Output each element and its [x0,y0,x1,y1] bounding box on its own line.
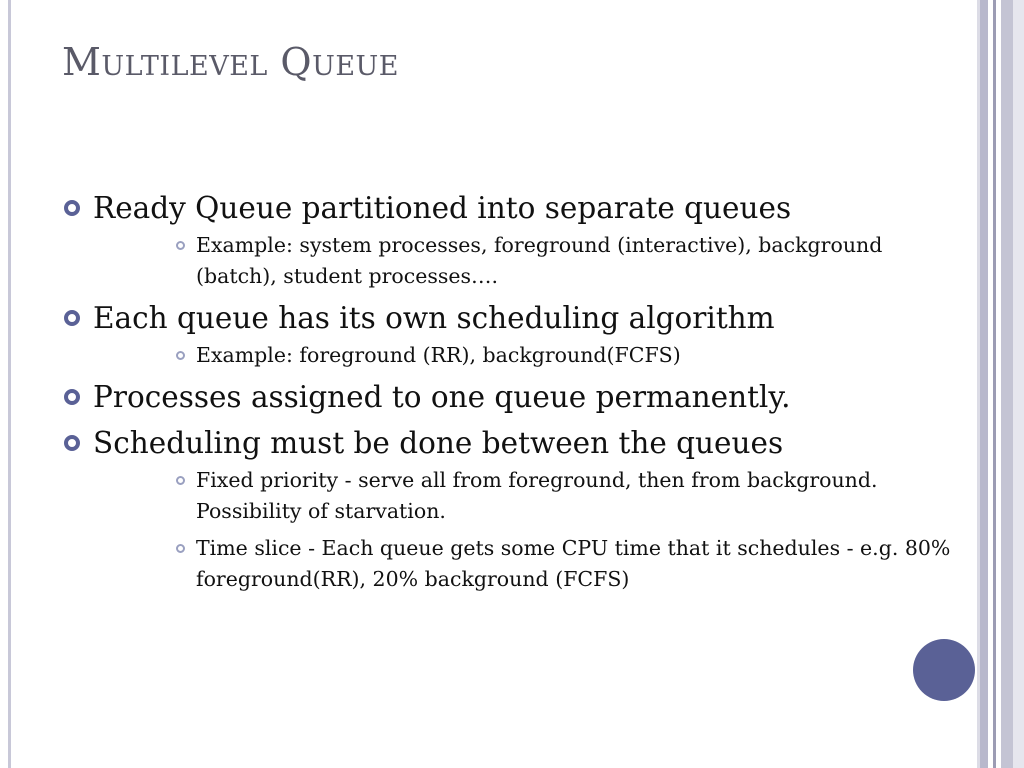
sub-bullet-text: Time slice - Each queue gets some CPU time that it schedules - e.g. 80% foreground(RR), 20% background (FCFS) [196,536,951,591]
sub-bullet-item [196,230,956,292]
bullet-text: Each queue has its own scheduling algorithm [93,301,775,335]
sub-bullet-text: Example: foreground (RR), background(FCFS) [196,343,681,367]
bullet-item [60,188,960,228]
sub-bullet-ring-icon [176,351,185,360]
bullet-text: Processes assigned to one queue permanently. [93,380,791,414]
sub-bullet-text: Fixed priority - serve all from foreground, then from background. Possibility of starvation. [196,468,878,523]
sub-bullet-item [196,465,956,527]
decorative-circle [913,639,975,701]
slide-title: Multilevel Queue [62,40,400,84]
slide-content [60,188,960,595]
bullet-ring-icon [64,310,80,326]
sub-bullet-ring-icon [176,241,185,250]
sub-bullet-item [196,533,956,595]
sub-bullet-ring-icon [176,476,185,485]
bullet-text: Scheduling must be done between the queues [93,426,784,460]
bullet-item [60,298,960,338]
right-border-stripe [1013,0,1024,768]
right-border-stripe [980,0,988,768]
bullet-ring-icon [64,200,80,216]
bullet-ring-icon [64,435,80,451]
sub-bullet-item [196,340,956,371]
sub-bullet-ring-icon [176,544,185,553]
left-border-line [8,0,11,768]
bullet-ring-icon [64,389,80,405]
bullet-item [60,377,960,417]
right-border-stripe [1001,0,1013,768]
bullet-item [60,423,960,463]
bullet-text: Ready Queue partitioned into separate queues [93,191,792,225]
sub-bullet-text: Example: system processes, foreground (interactive), background (batch), student processes…. [196,233,883,288]
